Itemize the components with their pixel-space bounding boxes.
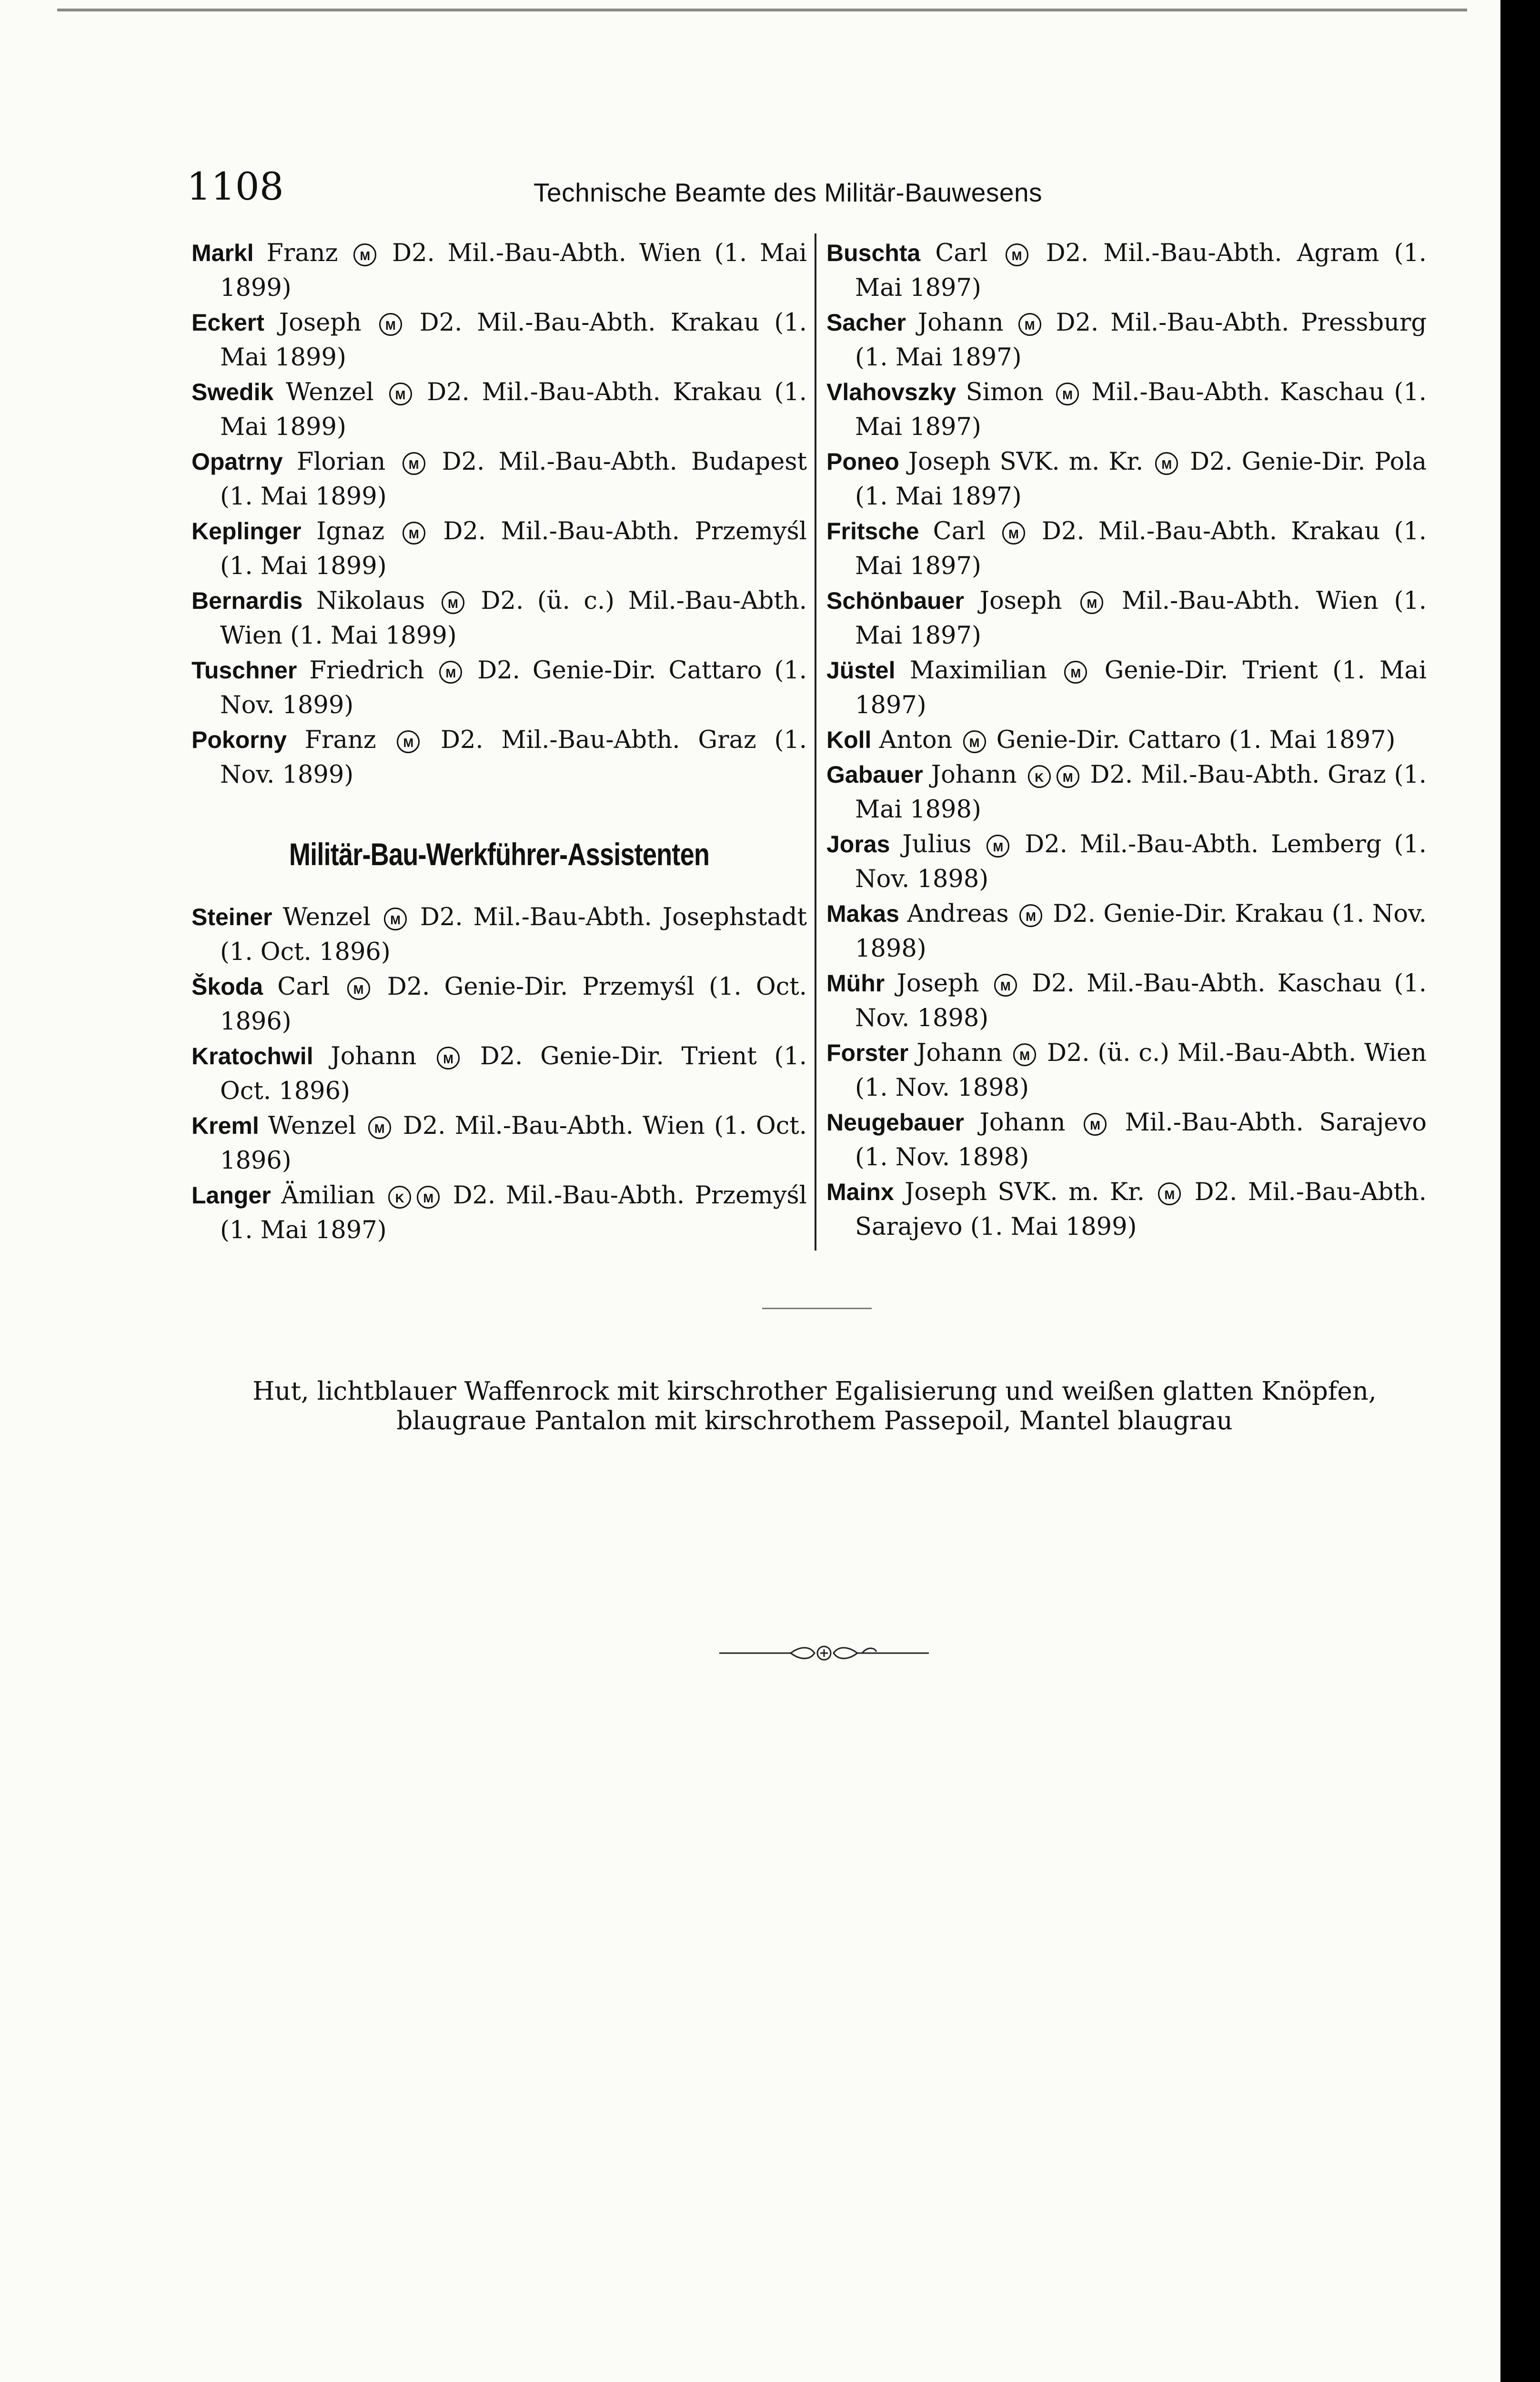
personnel-entry: Makas Andreas M D2. Genie-Dir. Krakau (1. Nov. 1898) — [826, 900, 1427, 963]
surname: Eckert — [191, 309, 264, 336]
surname: Poneo — [826, 448, 899, 475]
section-heading: Militär-Bau-Werkführer-Assistenten — [289, 837, 710, 872]
personnel-entry: Schönbauer Joseph M Mil.-Bau-Abth. Wien (1. Mai 1897) — [826, 587, 1427, 650]
personnel-entry: Poneo Joseph SVK. m. Kr. M D2. Genie-Dir. Pola (1. Mai 1897) — [826, 448, 1427, 511]
personnel-entry: Koll Anton M Genie-Dir. Cattaro (1. Mai 1897) — [826, 726, 1396, 754]
medal-mark-icon: M — [442, 591, 464, 614]
personnel-entry: Forster Johann M D2. (ü. c.) Mil.-Bau-Abth. Wien (1. Nov. 1898) — [826, 1039, 1427, 1102]
surname: Schönbauer — [826, 587, 964, 614]
surname: Koll — [826, 727, 872, 753]
surname: Keplinger — [191, 518, 302, 545]
medal-mark-icon: M — [403, 452, 425, 475]
personnel-entry: Kratochwil Johann M D2. Genie-Dir. Trient (1. Oct. 1896) — [191, 1042, 807, 1105]
surname: Bernardis — [191, 587, 303, 614]
surname: Gabauer — [826, 761, 923, 788]
personnel-entry: Škoda Carl M D2. Genie-Dir. Przemyśl (1. Oct. 1896) — [191, 973, 807, 1036]
surname: Tuschner — [191, 657, 297, 684]
medal-mark-icon: M — [1013, 1043, 1036, 1066]
personnel-entry: Swedik Wenzel M D2. Mil.-Bau-Abth. Krakau (1. Mai 1899) — [191, 378, 807, 441]
medal-mark-icon: M — [1019, 904, 1042, 927]
personnel-entry: Gabauer Johann K M D2. Mil.-Bau-Abth. Graz (1. Mai 1898) — [826, 761, 1427, 824]
surname: Steiner — [191, 904, 272, 930]
medal-mark-icon: M — [1064, 661, 1087, 684]
surname: Vlahovszky — [826, 379, 956, 405]
uniform-note: Hut, lichtblauer Waffenrock mit kirschrother Egalisierung und weißen glatten Knöpfen, blaugraue Pantalon mit kirschrothem Passepoil, Mantel blaugrau — [252, 1377, 1377, 1435]
medal-mark-icon: M — [379, 313, 402, 336]
medal-mark-icon: M — [417, 1186, 440, 1209]
medal-mark-icon: M — [384, 908, 407, 930]
scan-border — [1500, 0, 1540, 2382]
surname: Pokorny — [191, 727, 287, 753]
medal-mark-icon: M — [403, 522, 425, 545]
medal-mark-icon: M — [389, 383, 412, 405]
surname: Buschta — [826, 240, 921, 266]
surname: Fritsche — [826, 518, 919, 545]
personnel-entry: Jüstel Maximilian M Genie-Dir. Trient (1. Mai 1897) — [826, 656, 1427, 719]
medal-mark-icon: M — [963, 730, 986, 753]
personnel-entry: Steiner Wenzel M D2. Mil.-Bau-Abth. Josephstadt (1. Oct. 1896) — [191, 903, 807, 966]
left-entries-bottom — [191, 900, 807, 1248]
medal-mark-icon: M — [1080, 591, 1103, 614]
surname: Neugebauer — [826, 1109, 964, 1136]
medal-mark-icon: K — [388, 1186, 411, 1209]
medal-mark-icon: M — [1084, 1113, 1107, 1136]
surname: Sacher — [826, 309, 906, 336]
personnel-entry: Fritsche Carl M D2. Mil.-Bau-Abth. Krakau (1. Mai 1897) — [826, 517, 1427, 580]
page-number: 1108 — [187, 164, 284, 209]
medal-mark-icon: M — [1006, 243, 1028, 266]
personnel-entry: Opatrny Florian M D2. Mil.-Bau-Abth. Budapest (1. Mai 1899) — [191, 448, 807, 511]
surname: Kratochwil — [191, 1043, 313, 1070]
personnel-entry: Keplinger Ignaz M D2. Mil.-Bau-Abth. Przemyśl (1. Mai 1899) — [191, 517, 807, 580]
medal-mark-icon: M — [1018, 313, 1041, 336]
surname: Langer — [191, 1182, 271, 1209]
personnel-entry: Eckert Joseph M D2. Mil.-Bau-Abth. Krakau (1. Mai 1899) — [191, 309, 807, 372]
medal-mark-icon: M — [439, 661, 462, 684]
personnel-entry: Markl Franz M D2. Mil.-Bau-Abth. Wien (1. Mai 1899) — [191, 239, 807, 302]
medal-mark-icon: M — [397, 730, 420, 753]
personnel-entry: Pokorny Franz M D2. Mil.-Bau-Abth. Graz (1. Nov. 1899) — [191, 726, 807, 789]
personnel-entry: Mainx Joseph SVK. m. Kr. M D2. Mil.-Bau-Abth. Sarajevo (1. Mai 1899) — [826, 1178, 1427, 1241]
left-column — [191, 236, 807, 1248]
medal-mark-icon: M — [986, 835, 1009, 858]
surname: Makas — [826, 900, 899, 927]
medal-mark-icon: M — [1158, 1182, 1181, 1205]
surname: Kreml — [191, 1112, 259, 1139]
surname: Markl — [191, 240, 254, 266]
surname: Forster — [826, 1040, 909, 1066]
personnel-entry: Kreml Wenzel M D2. Mil.-Bau-Abth. Wien (1. Oct. 1896) — [191, 1112, 807, 1175]
surname: Mühr — [826, 970, 885, 997]
column-divider — [815, 233, 816, 1251]
medal-mark-icon: M — [353, 243, 376, 266]
right-entries — [826, 236, 1427, 1244]
surname: Joras — [826, 831, 890, 858]
surname: Škoda — [191, 973, 263, 1000]
personnel-entry: Sacher Johann M D2. Mil.-Bau-Abth. Pressburg (1. Mai 1897) — [826, 309, 1427, 372]
personnel-entry: Buschta Carl M D2. Mil.-Bau-Abth. Agram (1. Mai 1897) — [826, 239, 1427, 302]
personnel-entry: Vlahovszky Simon M Mil.-Bau-Abth. Kaschau (1. Mai 1897) — [826, 378, 1427, 441]
surname: Jüstel — [826, 657, 896, 684]
surname: Swedik — [191, 379, 274, 405]
right-column — [826, 236, 1427, 1244]
separator-rule — [762, 1308, 872, 1309]
surname: Opatrny — [191, 448, 283, 475]
top-edge-line — [57, 9, 1467, 11]
medal-mark-icon: K — [1028, 765, 1051, 788]
medal-mark-icon: M — [437, 1047, 460, 1070]
personnel-entry: Mühr Joseph M D2. Mil.-Bau-Abth. Kaschau (1. Nov. 1898) — [826, 969, 1427, 1032]
end-ornament-icon — [719, 1641, 929, 1665]
running-head-title: Technische Beamte des Militär-Bauwesens — [533, 178, 1043, 207]
surname: Mainx — [826, 1179, 894, 1205]
personnel-entry: Neugebauer Johann M Mil.-Bau-Abth. Sarajevo (1. Nov. 1898) — [826, 1109, 1427, 1171]
medal-mark-icon: M — [368, 1116, 391, 1139]
personnel-entry: Joras Julius M D2. Mil.-Bau-Abth. Lemberg (1. Nov. 1898) — [826, 830, 1427, 893]
medal-mark-icon: M — [1002, 522, 1025, 545]
personnel-entry: Tuschner Friedrich M D2. Genie-Dir. Cattaro (1. Nov. 1899) — [191, 656, 807, 719]
medal-mark-icon: M — [1057, 765, 1079, 788]
personnel-entry: Bernardis Nikolaus M D2. (ü. c.) Mil.-Bau-Abth. Wien (1. Mai 1899) — [191, 587, 807, 650]
personnel-entry: Langer Ämilian K M D2. Mil.-Bau-Abth. Przemyśl (1. Mai 1897) — [191, 1181, 807, 1244]
left-entries-top — [191, 236, 807, 792]
medal-mark-icon: M — [994, 974, 1017, 997]
medal-mark-icon: M — [347, 977, 370, 1000]
medal-mark-icon: M — [1056, 383, 1079, 405]
medal-mark-icon: M — [1155, 452, 1178, 475]
